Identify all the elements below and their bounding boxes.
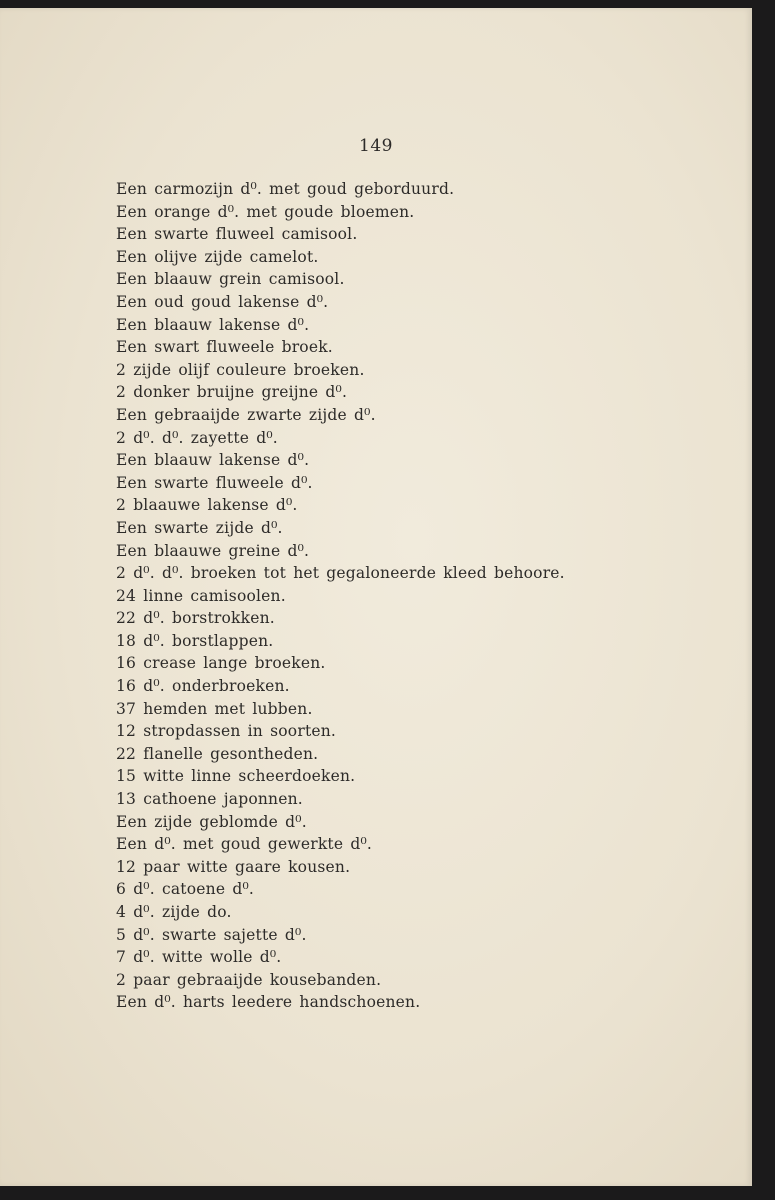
inventory-line: 22 d⁰. borstrokken. [116,609,275,628]
inventory-line: 13 cathoene japonnen. [116,790,303,809]
inventory-line: 2 zijde olijf couleure broeken. [116,360,365,379]
inventory-line: 4 d⁰. zijde do. [116,903,232,921]
inventory-line: Een swarte fluweel camisool. [116,225,358,244]
scan-border-bottom [0,1186,775,1200]
inventory-line: Een d⁰. met goud gewerkte d⁰. [116,835,373,854]
book-page [0,8,752,1186]
inventory-line: 2 donker bruijne greijne d⁰. [116,383,348,402]
inventory-line: Een swart fluweele broek. [116,338,333,357]
inventory-line: Een swarte fluweele d⁰. [116,473,313,492]
inventory-line: 12 paar witte gaare kousen. [116,857,351,876]
inventory-line: Een oud goud lakense d⁰. [116,292,329,311]
inventory-line: 16 crease lange broeken. [116,654,326,673]
page-number: 149 [359,136,393,156]
inventory-line: 37 hemden met lubben. [116,699,313,718]
scan-border-right [752,8,775,1200]
inventory-line: 2 d⁰. d⁰. broeken tot het gegaloneerde kleed behoore. [116,564,565,583]
inventory-line: Een carmozijn d⁰. met goud geborduurd. [116,180,455,198]
inventory-line: Een olijve zijde camelot. [116,247,319,266]
inventory-line: Een blaauw grein camisool. [116,270,345,289]
inventory-line: 15 witte linne scheerdoeken. [116,767,356,786]
inventory-line: Een blaauwe greine d⁰. [116,541,310,560]
inventory-line: 5 d⁰. swarte sajette d⁰. [116,925,307,944]
inventory-line: 22 flanelle gesontheden. [116,744,319,763]
inventory-line: Een gebraaijde zwarte zijde d⁰. [116,405,376,424]
inventory-line: 18 d⁰. borstlappen. [116,631,274,650]
inventory-line: 24 linne camisoolen. [116,586,286,605]
inventory-line: 7 d⁰. witte wolle d⁰. [116,948,282,967]
inventory-line: 16 d⁰. onderbroeken. [116,677,290,696]
inventory-line: Een blaauw lakense d⁰. [116,451,310,470]
inventory-line: 2 paar gebraaijde kousebanden. [116,970,382,989]
inventory-line: Een d⁰. harts leedere handschoenen. [116,993,421,1012]
inventory-line: Een orange d⁰. met goude bloemen. [116,202,415,221]
inventory-line: 6 d⁰. catoene d⁰. [116,880,254,899]
inventory-line: Een zijde geblomde d⁰. [116,812,307,831]
inventory-line: Een blaauw lakense d⁰. [116,315,310,334]
inventory-line: 2 d⁰. d⁰. zayette d⁰. [116,428,278,447]
inventory-line: 2 blaauwe lakense d⁰. [116,496,298,515]
inventory-line: 12 stropdassen in soorten. [116,722,337,741]
inventory-line: Een swarte zijde d⁰. [116,518,283,537]
inventory-list [116,178,565,1014]
